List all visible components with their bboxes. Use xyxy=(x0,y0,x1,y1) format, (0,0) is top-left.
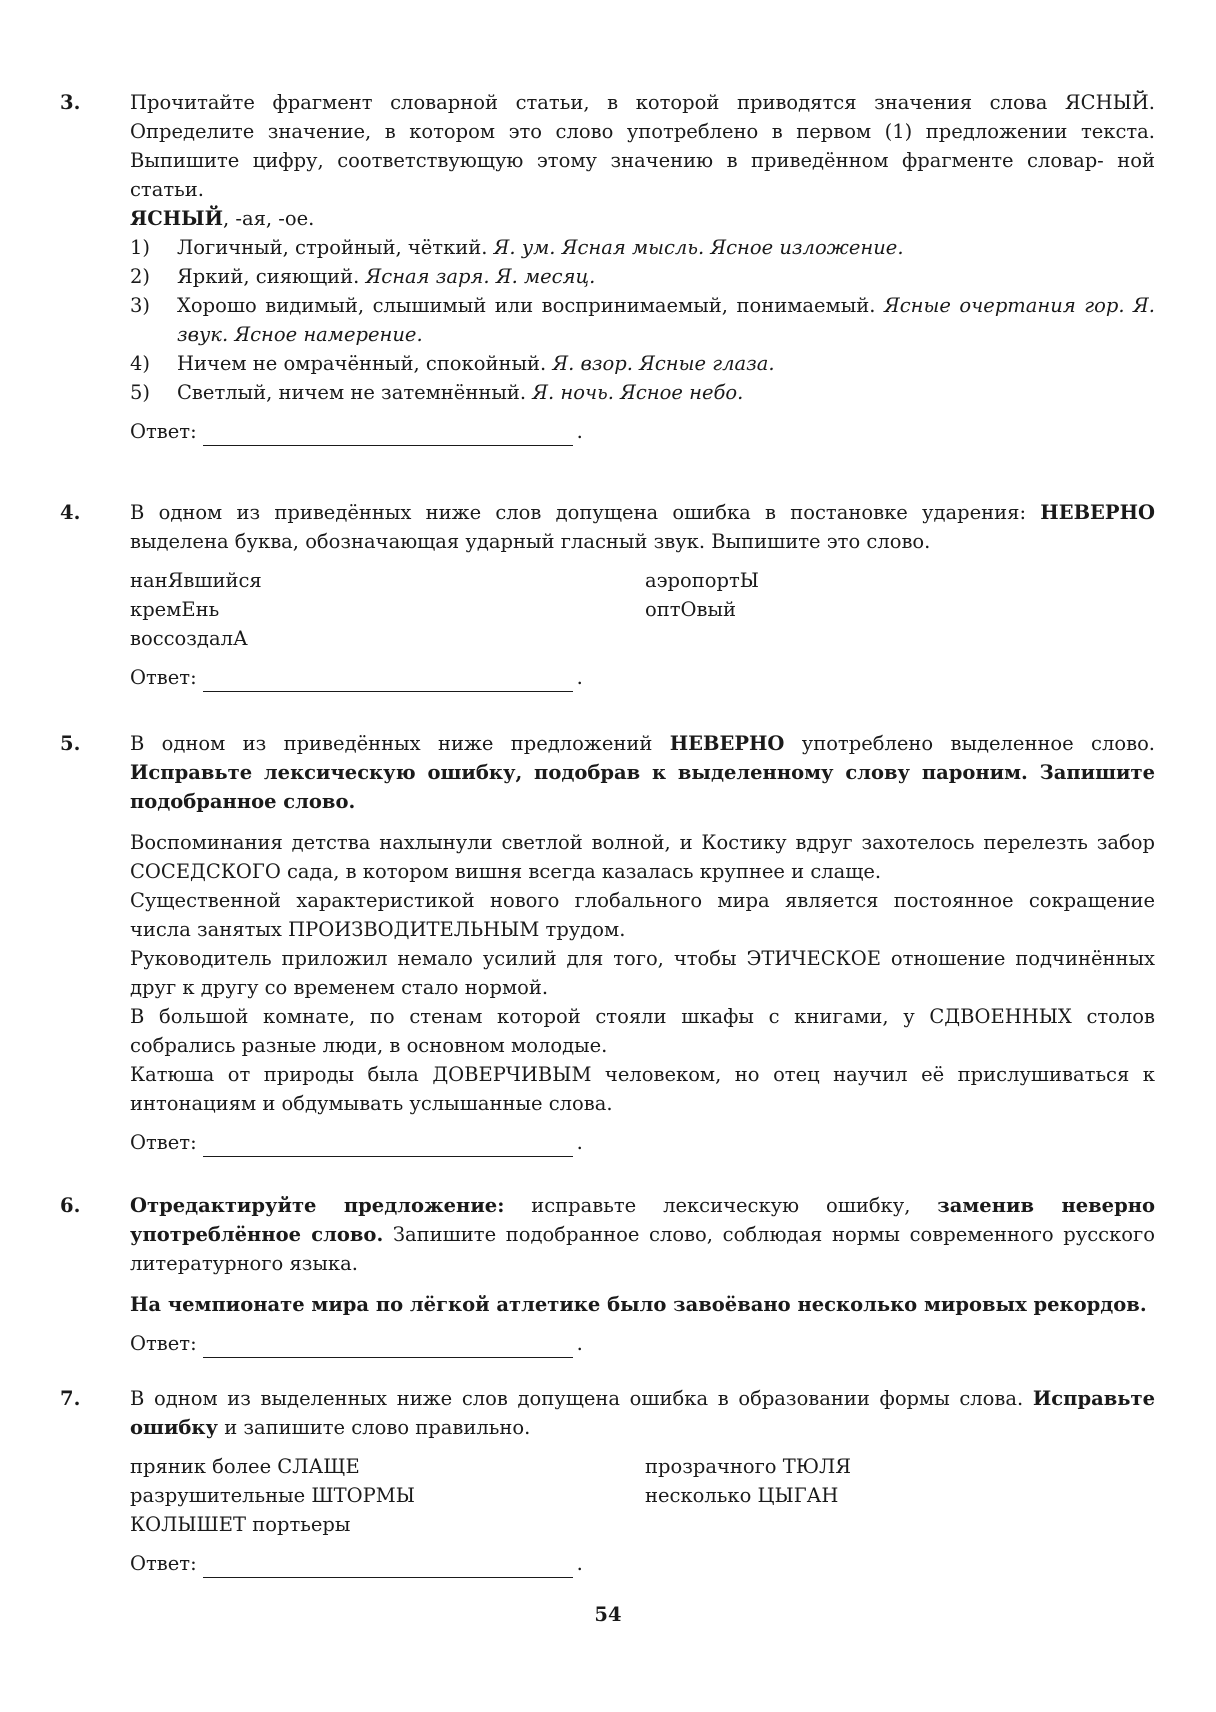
word-item: разрушительные ШТОРМЫ xyxy=(130,1484,415,1507)
word-item: воссоздалА xyxy=(130,627,248,650)
task-7 xyxy=(60,1384,1155,1578)
answer-row: Ответ: . xyxy=(130,1549,1155,1578)
definition-item: 5) Светлый, ничем не затемнённый. Я. ночь. Ясное небо. xyxy=(130,381,744,404)
word-item: КОЛЫШЕТ портьеры xyxy=(130,1513,351,1536)
answer-label: Ответ: xyxy=(130,1332,197,1355)
headword: ЯСНЫЙ xyxy=(130,207,223,230)
task-number: 5. xyxy=(60,732,81,755)
word-item: оптОвый xyxy=(645,598,737,621)
sentence: Существенной характеристикой нового глобального мира является постоянное сокращение числа занятых ПРОИЗВОДИТЕЛЬНЫМ трудом. xyxy=(130,889,1155,941)
sentence: Руководитель приложил немало усилий для того, чтобы ЭТИЧЕСКОЕ отношение подчинённых друг к другу со временем стало нормой. xyxy=(130,947,1155,999)
edit-sentence: На чемпионате мира по лёгкой атлетике было завоёвано несколько мировых рекордов. xyxy=(130,1293,1147,1316)
dictionary-headword xyxy=(130,204,1155,233)
page-number: 54 xyxy=(594,1603,622,1626)
sentence: Воспоминания детства нахлынули светлой волной, и Костику вдруг захотелось перелезть забор СОСЕДСКОГО сада, в котором вишня всегда казалась крупнее и слаще. xyxy=(130,831,1155,883)
task-number: 3. xyxy=(60,91,81,114)
answer-label: Ответ: xyxy=(130,1131,197,1154)
word-item: прозрачного ТЮЛЯ xyxy=(645,1455,852,1478)
task-7-instruction: В одном из выделенных ниже слов допущена ошибка в образовании формы слова. Исправьте ошибку и запишите слово правильно. xyxy=(130,1387,1155,1439)
word-item: несколько ЦЫГАН xyxy=(645,1484,839,1507)
definition-item: 3) Хорошо видимый, слышимый или воспринимаемый, понимаемый. Ясные очертания гор. Я. звук. Ясное намерение. xyxy=(130,294,1155,346)
task-3 xyxy=(60,88,1155,446)
answer-field[interactable] xyxy=(203,423,573,446)
answer-row: Ответ: . xyxy=(130,1329,1155,1358)
definition-list xyxy=(130,233,1155,407)
task-3-instruction xyxy=(130,88,1155,204)
answer-row: Ответ: . xyxy=(130,417,1155,446)
word-list xyxy=(130,1452,1155,1539)
task-number: 4. xyxy=(60,501,81,524)
task-4-instruction: В одном из приведённых ниже слов допущена ошибка в постановке ударения: НЕВЕРНО выделена буква, обозначающая ударный гласный звук. Выпишите это слово. xyxy=(130,501,1155,553)
answer-label: Ответ: xyxy=(130,420,197,443)
definition-item: 2) Яркий, сияющий. Ясная заря. Я. месяц. xyxy=(130,265,596,288)
task-5 xyxy=(60,729,1155,1157)
word-item: кремЕнь xyxy=(130,598,220,621)
answer-field[interactable] xyxy=(203,1134,573,1157)
headword-forms: , -ая, -ое. xyxy=(223,207,315,230)
task-number: 6. xyxy=(60,1194,81,1217)
word-item: аэропортЫ xyxy=(645,569,759,592)
answer-field[interactable] xyxy=(203,669,573,692)
sentence: В большой комнате, по стенам которой стояли шкафы с книгами, у СДВОЕННЫХ столов собрались разные люди, в основном молодые. xyxy=(130,1005,1155,1057)
word-item: пряник более СЛАЩЕ xyxy=(130,1455,360,1478)
task-6-instruction: Отредактируйте предложение: исправьте лексическую ошибку, заменив неверно употреблённое слово. Запишите подобранное слово, соблюдая нормы современного русского литературного языка. xyxy=(130,1194,1155,1275)
sentence: Катюша от природы была ДОВЕРЧИВЫМ человеком, но отец научил её прислушиваться к интонациям и обдумывать услышанные слова. xyxy=(130,1063,1155,1115)
word-item: нанЯвшийся xyxy=(130,569,262,592)
instruction-line: ной статьи. xyxy=(130,149,1155,201)
answer-field[interactable] xyxy=(203,1335,573,1358)
answer-label: Ответ: xyxy=(130,666,197,689)
answer-row: Ответ: . xyxy=(130,1128,1155,1157)
answer-label: Ответ: xyxy=(130,1552,197,1575)
word-list xyxy=(130,566,1155,653)
answer-row: Ответ: . xyxy=(130,663,1155,692)
task-6 xyxy=(60,1191,1155,1358)
instruction-line: Определите значение, в котором это слово употреблено в первом (1) предложении текста. xyxy=(130,120,1155,143)
task-number: 7. xyxy=(60,1387,81,1410)
definition-item: 1) Логичный, стройный, чёткий. Я. ум. Ясная мысль. Ясное изложение. xyxy=(130,236,904,259)
task-4 xyxy=(60,498,1155,692)
definition-item: 4) Ничем не омрачённый, спокойный. Я. взор. Ясные глаза. xyxy=(130,352,775,375)
instruction-line: Прочитайте фрагмент словарной статьи, в которой приводятся значения слова ЯСНЫЙ. xyxy=(130,91,1155,114)
answer-field[interactable] xyxy=(203,1555,573,1578)
task-5-instruction: В одном из приведённых ниже предложений НЕВЕРНО употреблено выделенное слово. Исправьте лексическую ошибку, подобрав к выделенному слову пароним. Запишите подобранное слово. xyxy=(130,732,1156,813)
instruction-line: Выпишите цифру, соответствующую этому значению в приведённом фрагменте словар- xyxy=(130,149,1104,172)
